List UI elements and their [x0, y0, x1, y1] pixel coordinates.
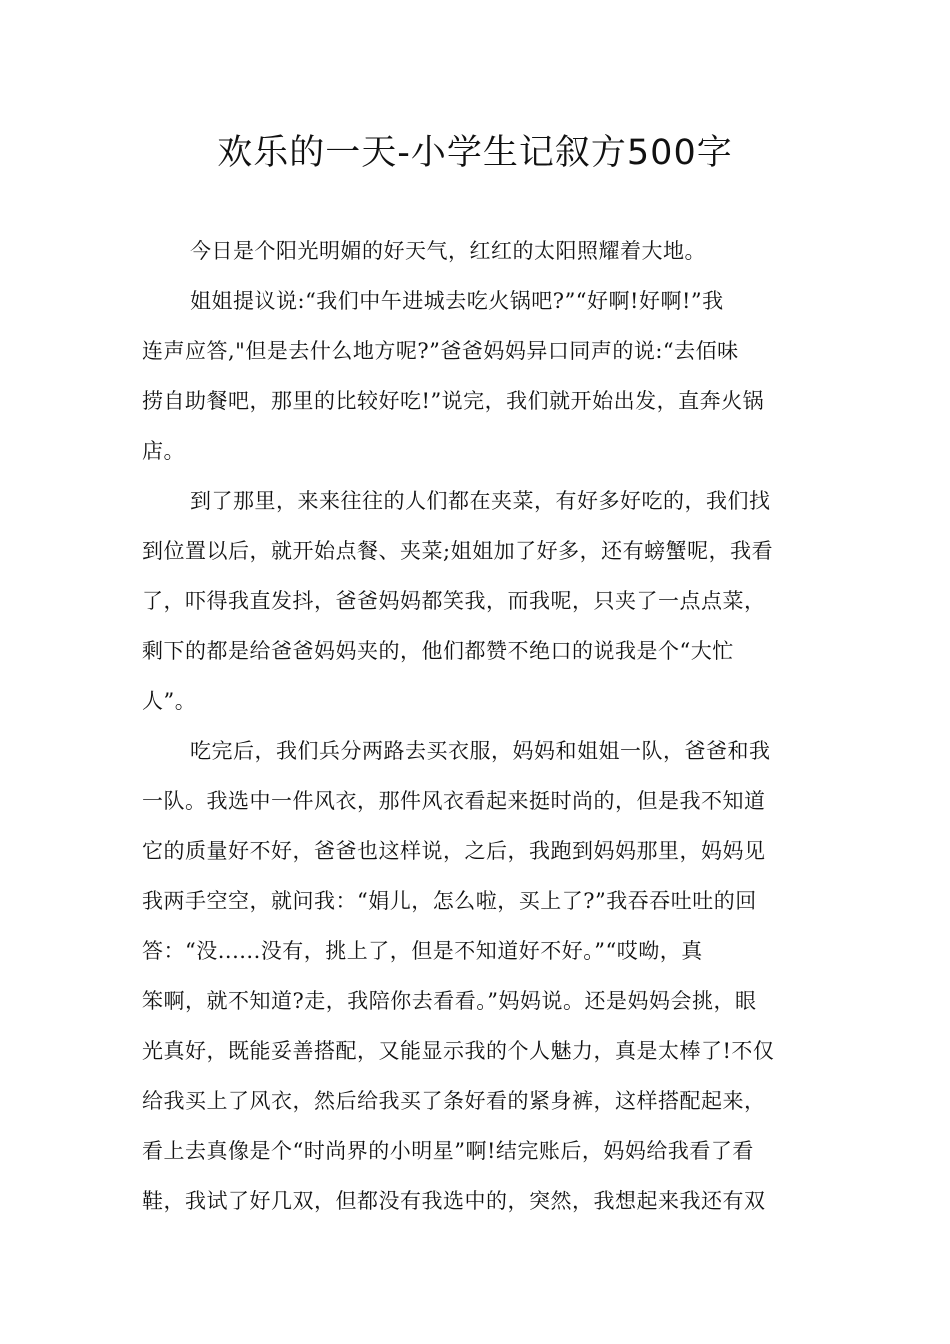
document-body [142, 226, 810, 1226]
paragraph-line: 一队。我选中一件风衣，那件风衣看起来挺时尚的，但是我不知道 [142, 789, 766, 813]
paragraph-line: 姐姐提议说:“我们中午进城去吃火锅吧?”“好啊!好啊!”我 [190, 289, 724, 313]
paragraph-line: 给我买上了风衣，然后给我买了条好看的紧身裤，这样搭配起来， [142, 1089, 766, 1113]
paragraph-line: 今日是个阳光明媚的好天气，红红的太阳照耀着大地。 [190, 239, 706, 263]
paragraph-line: 店。 [142, 439, 185, 463]
paragraph-line: 我两手空空，就问我：“娟儿，怎么啦，买上了?”我吞吞吐吐的回 [142, 889, 757, 913]
paragraph-line: 它的质量好不好，爸爸也这样说，之后，我跑到妈妈那里，妈妈见 [142, 839, 766, 863]
paragraph-line: 光真好，既能妥善搭配，又能显示我的个人魅力，真是太棒了!不仅 [142, 1039, 775, 1063]
paragraph-line: 了，吓得我直发抖，爸爸妈妈都笑我，而我呢，只夹了一点点菜， [142, 589, 766, 613]
paragraph-line: 笨啊，就不知道?走，我陪你去看看。”妈妈说。还是妈妈会挑，眼 [142, 989, 757, 1013]
paragraph-line: 人”。 [142, 689, 197, 713]
document-title: 欢乐的一天-小学生记叙方500字 [217, 133, 733, 173]
paragraph-line: 捞自助餐吧，那里的比较好吃!”说完，我们就开始出发，直奔火锅 [142, 389, 765, 413]
paragraph-line: 到了那里，来来往往的人们都在夹菜，有好多好吃的，我们找 [190, 489, 771, 513]
paragraph-line: 连声应答,"但是去什么地方呢?”爸爸妈妈异口同声的说:“去佰味 [142, 339, 739, 363]
paragraph-line: 到位置以后，就开始点餐、夹菜;姐姐加了好多，还有螃蟹呢，我看 [142, 539, 774, 563]
paragraph-line: 看上去真像是个“时尚界的小明星”啊!结完账后，妈妈给我看了看 [142, 1139, 754, 1163]
paragraph-line: 鞋，我试了好几双，但都没有我选中的，突然，我想起来我还有双 [142, 1189, 766, 1213]
paragraph-line: 剩下的都是给爸爸妈妈夹的，他们都赞不绝口的说我是个“大忙 [142, 639, 734, 663]
paragraph-line: 答：“没......没有，挑上了，但是不知道好不好。”“哎呦，真 [142, 939, 703, 963]
paragraph-line: 吃完后，我们兵分两路去买衣服，妈妈和姐姐一队，爸爸和我 [190, 739, 771, 763]
